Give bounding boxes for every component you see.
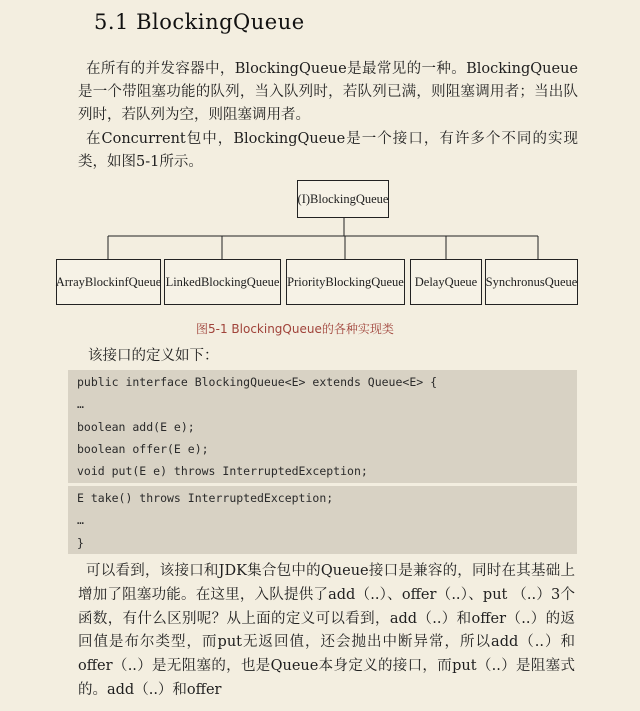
interface-definition-intro: 该接口的定义如下： (88, 348, 219, 364)
section-heading: 5.1 BlockingQueue (94, 10, 305, 34)
diagram-root-blockingqueue: (I)BlockingQueue (297, 180, 389, 218)
code-line: E take() throws InterruptedException; (77, 491, 334, 505)
code-line: public interface BlockingQueue<E> extends Queue<E> { (77, 375, 438, 389)
diagram-node-priorityblockingqueue: PriorityBlockingQueue (286, 259, 405, 305)
code-line: boolean offer(E e); (77, 442, 209, 456)
diagram-node-arrayblockingqueue: ArrayBlockinfQueue (56, 259, 161, 305)
code-line: … (77, 513, 84, 527)
code-line: … (77, 397, 84, 411)
code-block-interface (68, 370, 577, 483)
paragraph-explanation: 可以看到，该接口和JDK集合包中的Queue接口是兼容的，同时在其基础上增加了阻塞功能。在这里，入队提供了add（..）、offer（..）、put （..）3个函数，有什么区别呢？从上面的定义可以看到，add（..）和offer（..）的返回值是布尔类型，而put无返回值，还会抛出中断异常，所以add（..）和offer（..）是无阻塞的，也是Queue本身定义的接口，而put（..）是阻塞式的。add（..）和offer (78, 563, 575, 698)
figure-caption: 图5-1 BlockingQueue的各种实现类 (196, 322, 394, 336)
code-line: void put(E e) throws InterruptedException; (77, 464, 368, 478)
diagram-node-delayqueue: DelayQueue (410, 259, 482, 305)
code-line: } (77, 536, 84, 550)
paragraph-intro: 在所有的并发容器中，BlockingQueue是最常见的一种。BlockingQueue是一个带阻塞功能的队列，当入队列时，若队列已满，则阻塞调用者；当出队列时，若队列为空，则阻塞调用者。 (78, 61, 578, 123)
diagram-node-linkedblockingqueue: LinkedBlockingQueue (164, 259, 281, 305)
code-line: boolean add(E e); (77, 420, 195, 434)
diagram-node-synchronousqueue: SynchronusQueue (485, 259, 578, 305)
code-block-take (68, 486, 577, 554)
paragraph-concurrent: 在Concurrent包中，BlockingQueue是一个接口，有许多个不同的实现类，如图5-1所示。 (78, 131, 578, 170)
